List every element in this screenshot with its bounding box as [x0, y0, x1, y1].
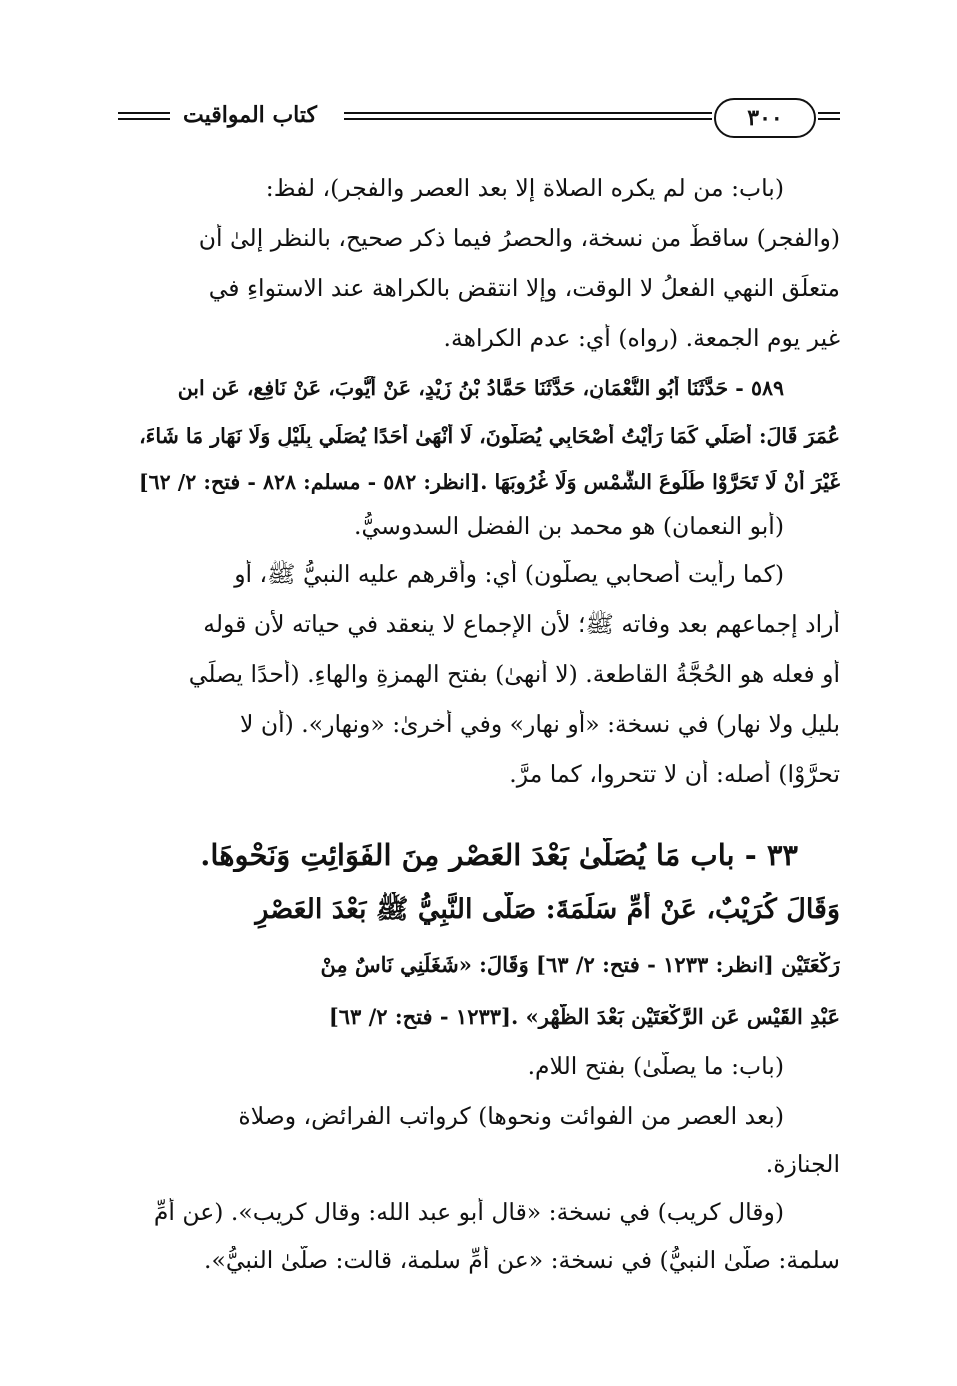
commentary-line: متعلِّق النهي الفعلُ لا الوقت، وإلا انتقض بالكراهة عند الاستواءِ في — [208, 274, 840, 302]
commentary-line: أو فعله هو الحُجَّةُ القاطعة. (لا أنهىٰ) بفتح الهمزةِ والهاءِ. (أحدًا يصلِّي — [188, 660, 840, 688]
commentary-line: (وقال كريب) في نسخة: «قال أبو عبد الله: وقال كريب». (عن أمِّ — [153, 1198, 784, 1226]
header-rule — [818, 118, 840, 120]
chapter-text-line: وَقَالَ كُرَيْبٌ، عَنْ أُمِّ سَلَمَةَ: صَلَّى النَّبِيُّ ﷺ بَعْدَ العَصْرِ — [255, 894, 840, 925]
commentary-line: أراد إجماعهم بعد وفاته ﷺ؛ لأن الإجماع لا ينعقد في حياته لأن قوله — [203, 610, 840, 638]
commentary-line: تحرَّوْا) أصله: أن لا تتحروا، كما مرَّ. — [509, 760, 840, 788]
hadith-text-line: ٥٨٩ - حَدَّثَنَا أَبُو النُّعْمَانِ، حَدَّثَنَا حَمَّادُ بْنُ زَيْدٍ، عَنْ أَيُّوبَ، عَنْ نَافِعٍ، عَنِ ابنِ — [177, 376, 784, 400]
commentary-line: الجنازة. — [765, 1150, 840, 1178]
chapter-text-line: رَكْعَتَيْنِ [انظر: ١٢٣٣ - فتح: ٢/ ٦٣] وَقَالَ: «شَغَلَنِي نَاسٌ مِنْ — [320, 952, 840, 977]
page-header — [118, 96, 840, 142]
commentary-line: (أبو النعمان) هو محمد بن الفضل السدوسيُّ. — [354, 512, 784, 540]
commentary-line: غير يوم الجمعة. (رواه) أي: عدم الكراهة. — [443, 324, 840, 352]
header-rule — [344, 112, 712, 114]
header-rule — [344, 118, 712, 120]
commentary-line: (باب: من لم يكره الصلاة إلا بعد العصرِ والفجر)، لفظ: — [265, 174, 784, 202]
running-title: كتاب المواقيت — [183, 102, 317, 128]
commentary-line: (باب: ما يصلَّىٰ) بفتح اللام. — [527, 1052, 784, 1080]
commentary-line: (بعد العصر من الفوائت ونحوها) كرواتب الفرائض، وصلاة — [238, 1102, 784, 1130]
hadith-text-line: غَيْرَ أَنْ لَا تَحَرَّوْا طُلُوعَ الشَّمْسِ وَلَا غُرُوبَهَا .[انظر: ٥٨٢ - مسلم: ٨٢٨ - فتح: ٢/ ٦٢] — [138, 470, 840, 494]
commentary-line: (كما رأيت أصحابي يصلُّون) أي: وأقرهم عليه النبيُّ ﷺ، أو — [234, 560, 784, 588]
page-number: ٣٠٠ — [714, 98, 816, 138]
commentary-line: بليلٍ ولا نهار) في نسخة: «أو نهار» وفي أخرىٰ: «ونهار». (أن لا — [239, 710, 840, 738]
commentary-line: (والفجر) ساقطٌ من نسخة، والحصرُ فيما ذكر صحيح، بالنظر إلىٰ أن — [198, 224, 840, 252]
header-rule — [818, 112, 840, 114]
chapter-heading: ٣٣ - باب مَا يُصَلَّىٰ بَعْدَ العَصْرِ مِنَ الفَوَائِتِ وَنَحْوِهَا. — [200, 838, 798, 872]
commentary-line: سلمة: صلَّىٰ النبيُّ) في نسخة: «عن أمِّ سلمة، قالت: صلَّىٰ النبيُّ». — [203, 1246, 840, 1274]
chapter-text-line: عَبْدِ القَيْسِ عَنِ الرَّكْعَتَيْنِ بَعْدَ الظُّهْرِ» .[١٢٣٣ - فتح: ٢/ ٦٣] — [328, 1004, 840, 1029]
hadith-text-line: عُمَرَ قَالَ: أُصَلِّي كَمَا رَأَيْتُ أَصْحَابِي يُصَلُّونَ، لَا أَنْهَىٰ أَحَدًا يُصَلِّي بِلَيْلٍ وَلَا نَهَارٍ مَا شَاءَ، — [139, 424, 840, 448]
